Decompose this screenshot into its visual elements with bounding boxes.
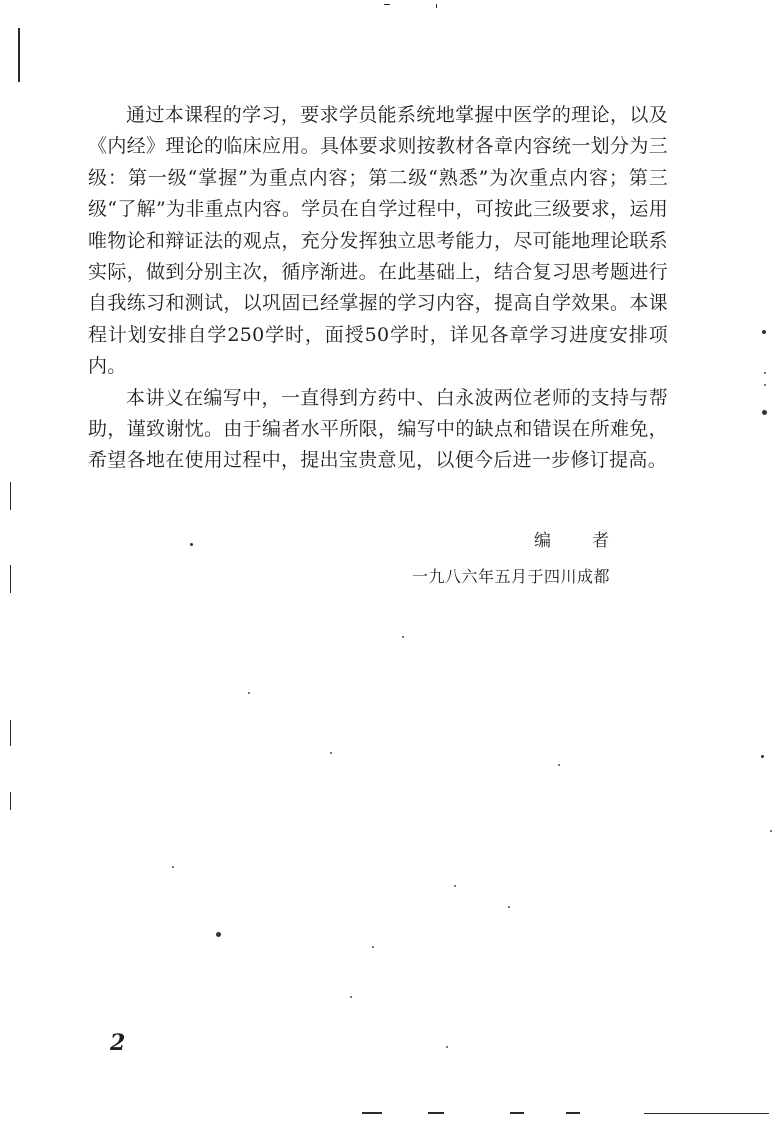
scan-speck	[248, 692, 250, 694]
scan-bottom-dash	[428, 1112, 444, 1114]
scan-dot	[190, 543, 193, 546]
paragraph-acknowledgements: 本讲义在编写中，一直得到方药中、白永波两位老师的支持与帮助，谨致谢忱。由于编者水平所限，编写中的缺点和错误在所难免，希望各地在使用过程中，提出宝贵意见，以便今后进一步修订提高。	[88, 386, 668, 472]
page-number: 2	[110, 1030, 126, 1056]
scan-dot	[762, 330, 766, 334]
scan-speck	[402, 636, 404, 638]
scan-speck	[764, 384, 766, 386]
scan-speck	[770, 830, 772, 832]
scan-speck	[764, 372, 766, 374]
scan-margin-mark	[18, 28, 20, 82]
scan-bottom-dash	[644, 1113, 769, 1114]
scan-speck	[330, 752, 332, 754]
scan-dot	[761, 755, 764, 758]
author-signature: 编 者	[534, 531, 621, 551]
scan-margin-mark	[10, 720, 11, 746]
scan-speck	[372, 946, 374, 948]
scan-margin-mark	[10, 565, 11, 593]
scan-bottom-dash	[566, 1112, 580, 1114]
paragraph-study-requirements: 通过本课程的学习，要求学员能系统地掌握中医学的理论，以及《内经》理论的临床应用。具体要求则按教材各章内容统一划分为三级：第一级“掌握”为重点内容；第二级“熟悉”为次重点内容；第三级“了解”为非重点内容。学员在自学过程中，可按此三级要求，运用唯物论和辩证法的观点，充分发挥独立思考能力，尽可能地理论联系实际，做到分别主次，循序渐进。在此基础上，结合复习思考题进行自我练习和测试，以巩固已经掌握的学习内容，提高自学效果。本课程计划安排自学250学时，面授50学时，详见各章学习进度安排项内。	[88, 104, 668, 378]
date-and-place: 一九八六年五月于四川成都	[412, 567, 611, 586]
scan-top-mark	[384, 4, 390, 5]
scan-dot	[762, 410, 767, 415]
scan-bottom-dash	[510, 1112, 524, 1114]
scan-speck	[446, 1046, 448, 1048]
scan-dot	[216, 932, 221, 937]
scan-bottom-dash	[362, 1112, 382, 1114]
scan-margin-mark	[10, 482, 11, 510]
body-text	[88, 100, 668, 477]
scan-top-mark	[436, 4, 437, 8]
scan-speck	[172, 866, 174, 868]
scan-margin-mark	[10, 792, 11, 810]
scan-speck	[454, 885, 456, 887]
scan-speck	[558, 764, 560, 766]
scan-speck	[350, 996, 352, 998]
scan-speck	[508, 906, 510, 908]
